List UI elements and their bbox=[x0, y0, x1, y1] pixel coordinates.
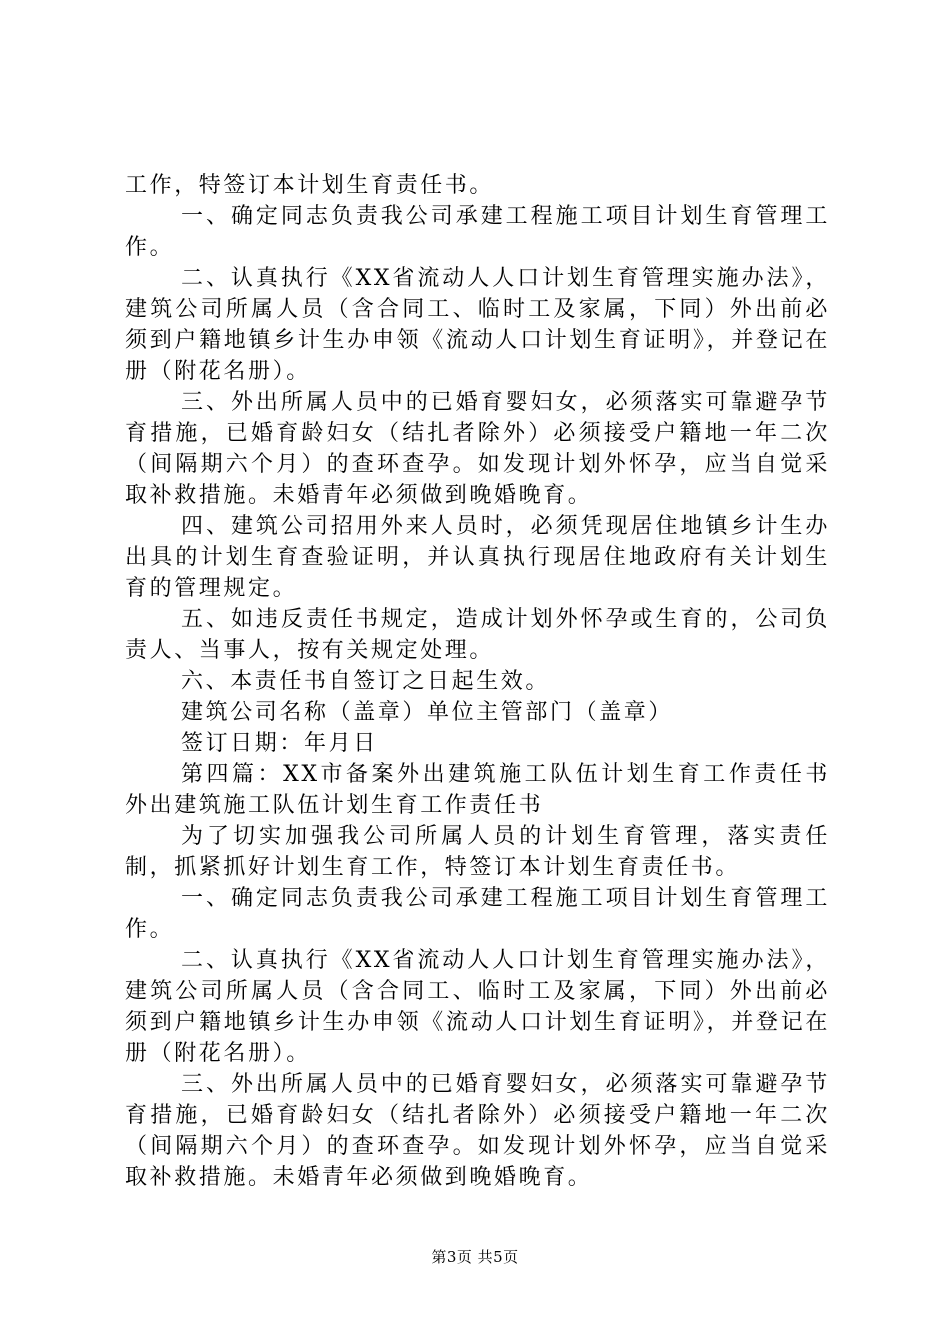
paragraph-0: 工作，特签订本计划生育责任书。 bbox=[125, 173, 495, 198]
paragraph-11: 一、确定同志负责我公司承建工程施工项目计划生育管理工作。 bbox=[125, 886, 830, 942]
paragraph-4: 四、建筑公司招用外来人员时，必须凭现居住地镇乡计生办出具的计划生育查验证明，并认真执行现居住地政府有关计划生育的管理规定。 bbox=[125, 514, 830, 601]
paragraph-5: 五、如违反责任书规定，造成计划外怀孕或生育的，公司负责人、当事人，按有关规定处理。 bbox=[125, 607, 830, 663]
page-number-footer: 第3页 共5页 bbox=[431, 1248, 519, 1266]
paragraph-3: 三、外出所属人员中的已婚育婴妇女，必须落实可靠避孕节育措施，已婚育龄妇女（结扎者除外）必须接受户籍地一年二次（间隔期六个月）的查环查孕。如发现计划外怀孕，应当自觉采取补救措施。未婚青年必须做到晚婚晚育。 bbox=[125, 390, 830, 508]
paragraph-2: 二、认真执行《XX省流动人人口计划生育管理实施办法》，建筑公司所属人员（含合同工、临时工及家属，下同）外出前必须到户籍地镇乡计生办申领《流动人口计划生育证明》，并登记在册（附花名册）。 bbox=[125, 266, 830, 384]
paragraph-13: 三、外出所属人员中的已婚育婴妇女，必须落实可靠避孕节育措施，已婚育龄妇女（结扎者除外）必须接受户籍地一年二次（间隔期六个月）的查环查孕。如发现计划外怀孕，应当自觉采取补救措施。未婚青年必须做到晚婚晚育。 bbox=[125, 1072, 830, 1190]
paragraph-6: 六、本责任书自签订之日起生效。 bbox=[181, 669, 551, 694]
paragraph-10: 为了切实加强我公司所属人员的计划生育管理，落实责任制，抓紧抓好计划生育工作，特签订本计划生育责任书。 bbox=[125, 824, 830, 880]
paragraph-1: 一、确定同志负责我公司承建工程施工项目计划生育管理工作。 bbox=[125, 204, 830, 260]
paragraph-12: 二、认真执行《XX省流动人人口计划生育管理实施办法》，建筑公司所属人员（含合同工、临时工及家属，下同）外出前必须到户籍地镇乡计生办申领《流动人口计划生育证明》，并登记在册（附花名册）。 bbox=[125, 948, 830, 1066]
section-heading: 第四篇：XX市备案外出建筑施工队伍计划生育工作责任书外出建筑施工队伍计划生育工作责任书 bbox=[125, 762, 830, 818]
paragraph-8: 签订日期：年月日 bbox=[181, 731, 378, 756]
document-body bbox=[125, 170, 830, 1193]
paragraph-7: 建筑公司名称（盖章）单位主管部门（盖章） bbox=[181, 700, 674, 725]
